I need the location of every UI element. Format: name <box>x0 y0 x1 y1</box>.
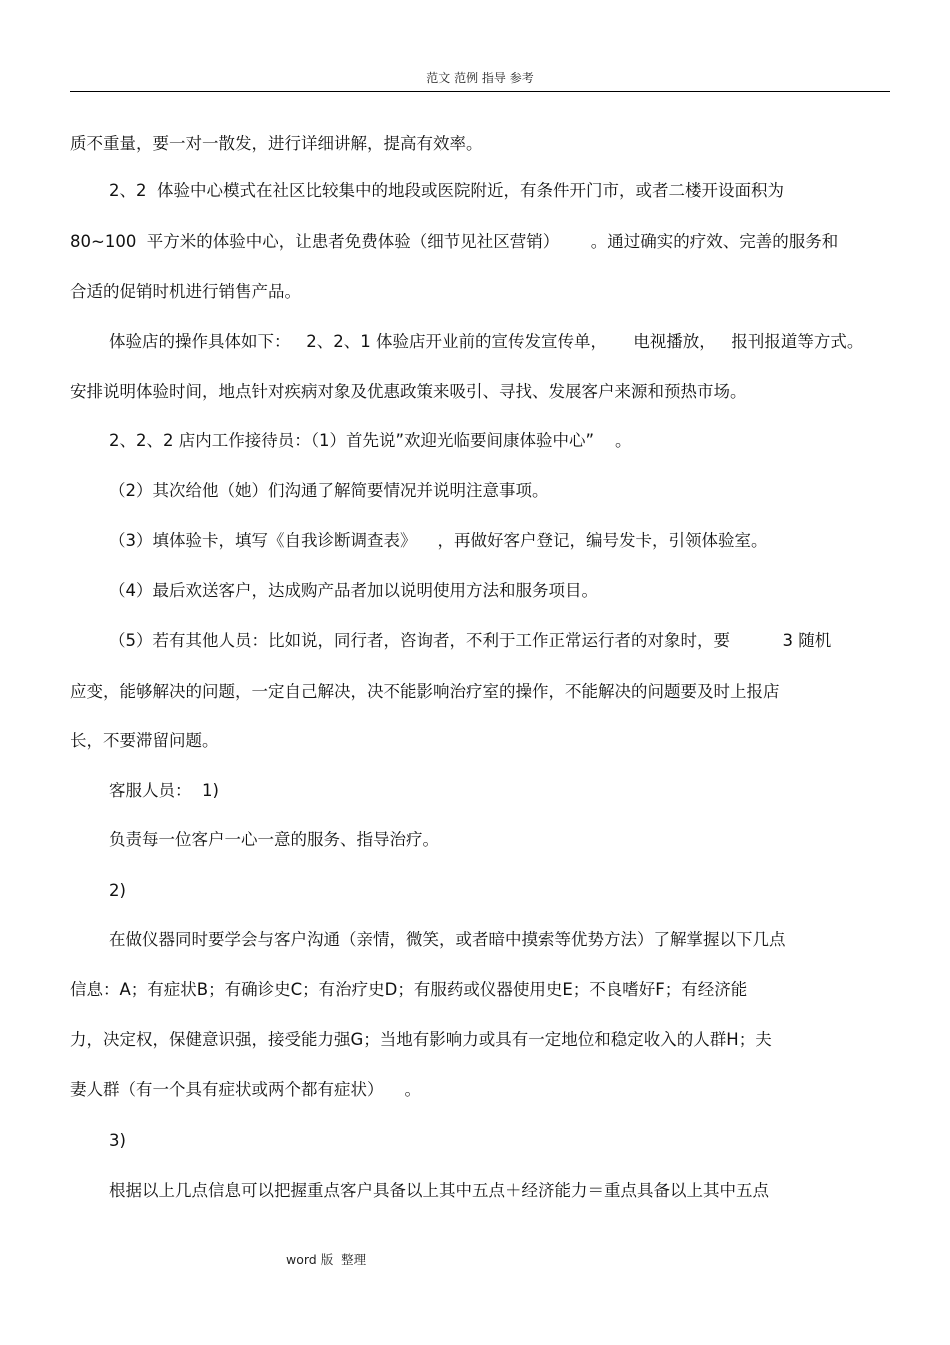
text-line: 应变，能够解决的问题，一定自己解决，决不能影响治疗室的操作，不能解决的问题要及时上报店 <box>70 682 780 701</box>
text-line: 体验店的操作具体如下： 2、2、1 体验店开业前的宣传发宣传单， 电视播放， 报刊报道等方式。 <box>109 332 864 351</box>
text-line: 质不重量，要一对一散发，进行详细讲解，提高有效率。 <box>70 134 483 153</box>
text-line: （2）其次给他（她）们沟通了解简要情况并说明注意事项。 <box>109 481 549 500</box>
text-line: 2、2、2 店内工作接待员：（1）首先说”欢迎光临要间康体验中心” 。 <box>109 431 632 450</box>
text-line: 3) <box>109 1131 126 1150</box>
text-line: 2、2 体验中心模式在社区比较集中的地段或医院附近，有条件开门市，或者二楼开设面积为 <box>109 181 784 200</box>
text-line: 力，决定权，保健意识强，接受能力强G；当地有影响力或具有一定地位和稳定收入的人群H；夫 <box>70 1030 772 1049</box>
text-line: 负责每一位客户一心一意的服务、指导治疗。 <box>109 830 439 849</box>
text-line: 客服人员： 1) <box>109 781 219 800</box>
text-line: 2) <box>109 881 126 900</box>
page-header: 范文 范例 指导 参考 <box>426 71 534 85</box>
text-line: 在做仪器同时要学会与客户沟通（亲情，微笑，或者暗中摸索等优势方法）了解掌握以下几点 <box>109 930 786 949</box>
text-line: （5）若有其他人员：比如说，同行者，咨询者，不利于工作正常运行者的对象时，要 3 随机 <box>109 631 832 650</box>
header-rule <box>70 91 890 92</box>
text-line: （4）最后欢送客户，达成购产品者加以说明使用方法和服务项目。 <box>109 581 598 600</box>
page-footer: word 版 整理 <box>286 1252 367 1267</box>
text-line: （3）填体验卡，填写《自我诊断调查表》 ，再做好客户登记，编号发卡，引领体验室。 <box>109 531 768 550</box>
text-line: 根据以上几点信息可以把握重点客户具备以上其中五点＋经济能力＝重点具备以上其中五点 <box>109 1181 769 1200</box>
text-line: 80~100 平方米的体验中心，让患者免费体验（细节见社区营销） 。通过确实的疗效、完善的服务和 <box>70 232 839 251</box>
text-line: 信息：A；有症状B；有确诊史C；有治疗史D；有服药或仪器使用史E；不良嗜好F；有经济能 <box>70 980 748 999</box>
text-line: 妻人群（有一个具有症状或两个都有症状） 。 <box>70 1080 421 1099</box>
text-line: 合适的促销时机进行销售产品。 <box>70 282 301 301</box>
text-line: 长，不要滞留问题。 <box>70 731 219 750</box>
text-line: 安排说明体验时间，地点针对疾病对象及优惠政策来吸引、寻找、发展客户来源和预热市场。 <box>70 382 747 401</box>
